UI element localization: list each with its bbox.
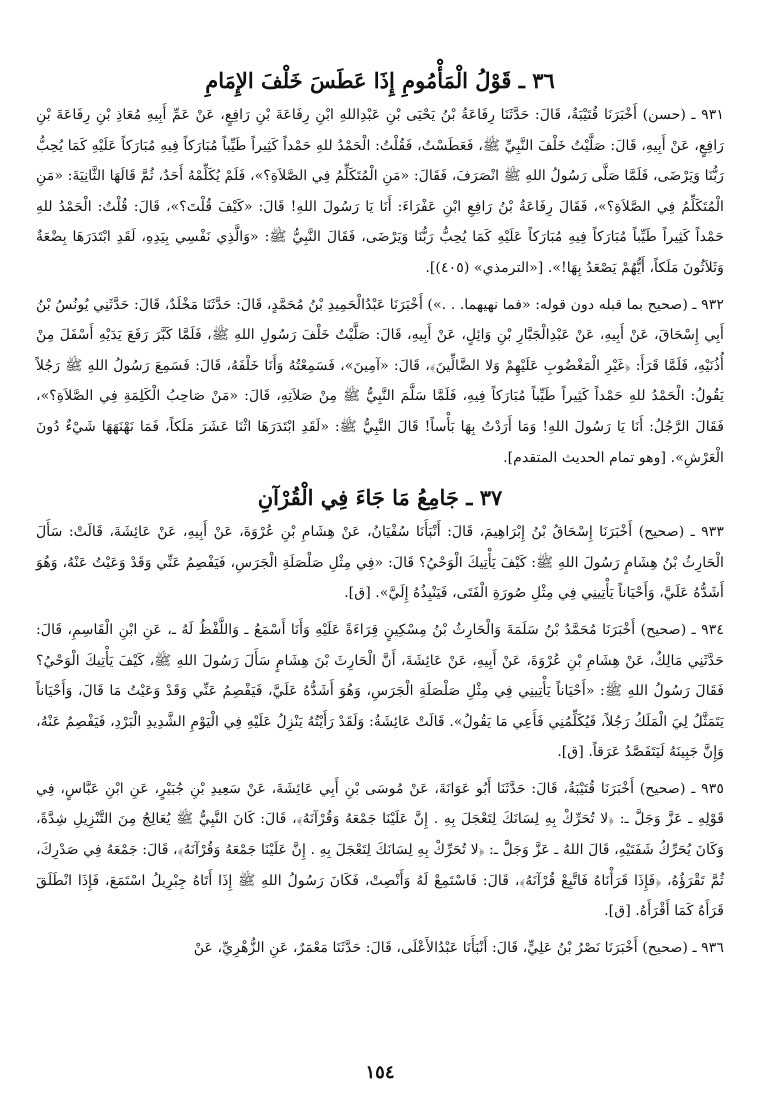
chapter-36-heading: ٣٦ ـ قَوْلُ الْمَأْمُومِ إِذَا عَطَسَ خَلْفَ الإِمَامِ: [205, 68, 555, 93]
page-number: ١٥٤: [365, 1062, 395, 1083]
chapter-37-heading: ٣٧ ـ جَامِعُ مَا جَاءَ فِي الْقُرْآنِ: [257, 485, 503, 511]
hadith-934: ٩٣٤ ـ (صحيح) أَخْبَرَنَا مُحَمَّدُ بْنُ سَلَمَةَ وَالْحَارِثُ بْنُ مِسْكِينٍ قِرَاءَةً عَلَيْهِ وَأَنَا أَسْمَعُ ـ وَاللَّفْظُ لَهُ ـ، عَنِ ابْنِ الْقَاسِمِ، قَالَ: حَدَّثَنِي مَالِكٌ، عَنْ هِشَامِ بْنِ عُرْوَةَ، عَنْ أَبِيهِ، عَنْ عَائِشَةَ، أَنَّ الْحَارِثَ بْنَ هِشَامٍ سَأَلَ رَسُولَ اللهِ ﷺ، كَيْفَ يَأْتِيكَ الْوَحْيُ؟ فَقَالَ رَسُولُ اللهِ ﷺ: «أَحْيَاناً يَأْتِينِي فِي مِثْلِ صَلْصَلَةِ الْجَرَسِ، وَهُوَ أَشَدُّهُ عَلَيَّ، فَيَفْصِمُ عَنِّي وَقَدْ وَعَيْتُ مَا قَالَ، وَأَحْيَاناً يَتَمَثَّلُ لِيَ الْمَلَكُ رَجُلاً، فَيُكَلِّمُنِي فَأَعِي مَا يَقُولُ». قَالَتْ عَائِشَةُ: وَلَقَدْ رَأَيْتُهُ يَنْزِلُ عَلَيْهِ فِي الْيَوْمِ الشَّدِيدِ الْبَرْدِ، فَيَفْصِمُ عَنْهُ، وَإِنَّ جَبِينَهُ لَيَتَفَصَّدُ عَرَقاً. [ق].: [36, 621, 724, 761]
hadith-936: ٩٣٦ ـ (صحيح) أَخْبَرَنَا نَصْرُ بْنُ عَلِيٍّ، قَالَ: أَنْبَأَنَا عَبْدُالأَعْلَى، قَالَ: حَدَّثَنَا مَعْمَرٌ، عَنِ الزُّهْرِيِّ، عَنْ: [193, 939, 724, 956]
hadith-931: ٩٣١ ـ (حسن) أَخْبَرَنَا قُتَيْبَةُ، قَالَ: حَدَّثَنَا رِفَاعَةُ بْنُ يَحْيَى بْنِ عَبْدِاللهِ ابْنِ رِفَاعَةَ بْنِ رَافِعٍ، عَنْ عَمِّ أَبِيهِ مُعَاذِ بْنِ رِفَاعَةَ بْنِ رَافِعٍ، عَنْ أَبِيهِ، قَالَ: صَلَّيْتُ خَلْفَ النَّبِيِّ ﷺ، فَعَطَسْتُ، فَقُلْتُ: الْحَمْدُ للهِ حَمْداً كَثِيراً طَيِّباً مُبَارَكاً فِيهِ مُبَارَكاً عَلَيْهِ كَمَا يُحِبُّ رَبُّنَا وَيَرْضَى، فَلَمَّا صَلَّى رَسُولُ اللهِ ﷺ انْصَرَفَ، فَقَالَ: «مَنِ الْمُتَكَلِّمُ فِي الصَّلاَةِ؟»، فَلَمْ يُكَلِّمْهُ أَحَدٌ، ثُمَّ قَالَهَا الثَّانِيَةَ: «مَنِ الْمُتَكَلِّمُ فِي الصَّلاَةِ؟»، فَقَالَ رِفَاعَةُ بْنُ رَافِعِ ابْنِ عَفْرَاءَ: أَنَا يَا رَسُولَ اللهِ! قَالَ: «كَيْفَ قُلْتَ؟»، قَالَ: قُلْتُ: الْحَمْدُ للهِ حَمْداً كَثِيراً طَيِّباً مُبَارَكاً فِيهِ مُبَارَكاً عَلَيْهِ كَمَا يُحِبُّ رَبُّنَا وَيَرْضَى، فَقَالَ النَّبِيُّ ﷺ: «وَالَّذِي نَفْسِي بِيَدِهِ، لَقَدِ ابْتَدَرَهَا بِضْعَةٌ وَثَلاَثُونَ مَلَكاً، أَيُّهُمْ يَصْعَدُ بِهَا!». [«الترمذي» (٤٠٥)].: [36, 107, 725, 276]
book-page: [36, 62, 724, 1102]
hadith-933: ٩٣٣ ـ (صحيح) أَخْبَرَنَا إِسْحَاقُ بْنُ إِبْرَاهِيمَ، قَالَ: أَنْبَأَنَا سُفْيَانُ، عَنْ هِشَامِ بْنِ عُرْوَةَ، عَنْ أَبِيهِ، عَنْ عَائِشَةَ، قَالَتْ: سَأَلَ الْحَارِثُ بْنُ هِشَامٍ رَسُولَ اللهِ ﷺ: كَيْفَ يَأْتِيكَ الْوَحْيُ؟ قَالَ: «فِي مِثْلِ صَلْصَلَةِ الْجَرَسِ، فَيَفْصِمُ عَنِّي وَقَدْ وَعَيْتُ عَنْهُ، وَهُوَ أَشَدُّهُ عَلَيَّ، وَأَحْيَاناً يَأْتِينِي فِي مِثْلِ صُورَةِ الْفَتَى، فَيَنْبِذُهُ إِلَيَّ». [ق].: [36, 524, 724, 602]
hadith-935: ٩٣٥ ـ (صحيح) أَخْبَرَنَا قُتَيْبَةُ، قَالَ: حَدَّثَنَا أَبُو عَوَانَةَ، عَنْ مُوسَى بْنِ أَبِي عَائِشَةَ، عَنْ سَعِيدِ بْنِ جُبَيْرٍ، عَنِ ابْنِ عَبَّاسٍ، فِي قَوْلِهِ ـ عَزَّ وَجَلَّ ـ: ﴿لا تُحَرِّكْ بِهِ لِسَانَكَ لِتَعْجَلَ بِهِ . إِنَّ عَلَيْنَا جَمْعَهُ وَقُرْآنَهُ﴾، قَالَ: كَانَ النَّبِيُّ ﷺ يُعَالِجُ مِنَ التَّنْزِيلِ شِدَّةً، وَكَانَ يُحَرِّكُ شَفَتَيْهِ، قَالَ اللهُ ـ عَزَّ وَجَلَّ ـ: ﴿لا تُحَرِّكْ بِهِ لِسَانَكَ لِتَعْجَلَ بِهِ . إِنَّ عَلَيْنَا جَمْعَهُ وَقُرْآنَهُ﴾، قَالَ: جَمْعَهُ فِي صَدْرِكَ، ثُمَّ تَقْرَؤُهُ، ﴿فَإِذَا قَرَأْنَاهُ فَاتَّبِعْ قُرْآنَهُ﴾، قَالَ: فَاسْتَمِعْ لَهُ وَأَنْصِتْ، فَكَانَ رَسُولُ اللهِ ﷺ إِذَا أَتَاهُ جِبْرِيلُ اسْتَمَعَ، فَإِذَا انْطَلَقَ قَرَأَهُ كَمَا أَقْرَأَهُ. [ق].: [36, 780, 724, 920]
hadith-932: ٩٣٢ ـ (صحيح بما قبله دون قوله: «فما نهيهما. . .») أَخْبَرَنَا عَبْدُالْحَمِيدِ بْنُ مُحَمَّدٍ، قَالَ: حَدَّثَنَا مَخْلَدٌ، قَالَ: حَدَّثَنِي يُونُسُ بْنُ أَبِي إِسْحَاقَ، عَنْ أَبِيهِ، عَنْ عَبْدِالْجَبَّارِ بْنِ وَائِلٍ، عَنْ أَبِيهِ، قَالَ: صَلَّيْتُ خَلْفَ رَسُولِ اللهِ ﷺ، فَلَمَّا كَبَّرَ رَفَعَ يَدَيْهِ أَسْفَلَ مِنْ أُذُنَيْهِ، فَلَمَّا قَرَأَ: ﴿غَيْرِ الْمَغْضُوبِ عَلَيْهِمْ وَلا الضَّالِّينَ﴾، قَالَ: «آمِينَ»، فَسَمِعْتُهُ وَأَنَا خَلْفَهُ، قَالَ: فَسَمِعَ رَسُولُ اللهِ ﷺ رَجُلاً يَقُولُ: الْحَمْدُ للهِ حَمْداً كَثِيراً طَيِّباً مُبَارَكاً فِيهِ، فَلَمَّا سَلَّمَ النَّبِيُّ ﷺ مِنْ صَلاَتِهِ، قَالَ: «مَنْ صَاحِبُ الْكَلِمَةِ فِي الصَّلاَةِ؟»، فَقَالَ الرَّجُلُ: أَنَا يَا رَسُولَ اللهِ! وَمَا أَرَدْتُ بِهَا بَأْساً! قَالَ النَّبِيُّ ﷺ: «لَقَدِ ابْتَدَرَهَا اثْنَا عَشَرَ مَلَكاً، فَمَا نَهْنَهَهَا شَيْءٌ دُونَ الْعَرْشِ». [وهو تمام الحديث المتقدم].: [36, 296, 724, 466]
